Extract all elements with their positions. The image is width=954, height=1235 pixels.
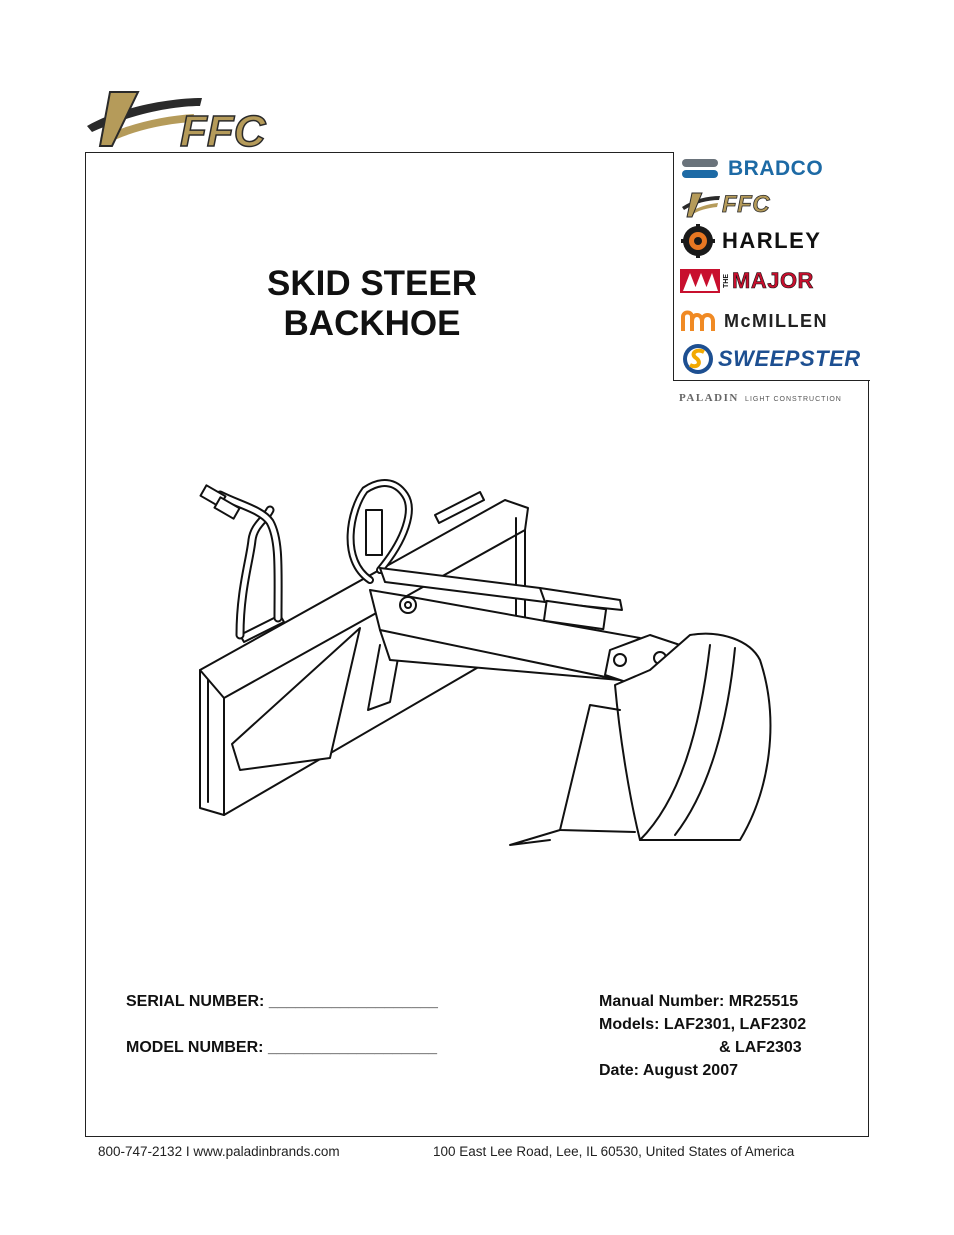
sweepster-logo-icon: [680, 342, 716, 376]
model-number-label: MODEL NUMBER:: [126, 1039, 264, 1056]
footer-address: 100 East Lee Road, Lee, IL 60530, United States of America: [433, 1144, 795, 1159]
footer-contact: 800-747-2132 I www.paladinbrands.com: [98, 1144, 340, 1159]
brand-harley-name: HARLEY: [722, 228, 822, 253]
brand-bradco: [680, 152, 868, 186]
ffc-swoosh-small-icon: [680, 191, 722, 219]
brand-sweepster-name: SWEEPSTER: [718, 346, 861, 371]
brand-bradco-name: BRADCO: [728, 157, 824, 180]
models-line-continued: & LAF2303: [719, 1039, 802, 1056]
mcmillen-logo-icon: [680, 307, 718, 335]
manual-date: Date: August 2007: [599, 1062, 738, 1079]
bradco-logo-icon: [680, 156, 722, 182]
ffc-logo: [82, 86, 287, 152]
ffc-swoosh-logo-icon: [82, 86, 287, 152]
paladin-tagline: LIGHT CONSTRUCTION: [745, 396, 842, 403]
ffc-logo-text: FFC: [180, 107, 266, 152]
page-title: [190, 264, 554, 344]
brand-sweepster: [680, 342, 868, 376]
brand-mcmillen-name: McMILLEN: [724, 310, 828, 331]
brand-major: [680, 264, 868, 298]
brand-harley: [680, 224, 868, 258]
serial-number-line: [126, 990, 438, 1013]
serial-number-blank[interactable]: ___________________: [268, 993, 438, 1010]
model-number-blank[interactable]: ___________________: [267, 1039, 438, 1056]
brand-major-name: MAJOR: [732, 268, 814, 293]
title-line-2: BACKHOE: [283, 304, 461, 343]
serial-number-label: SERIAL NUMBER:: [126, 993, 265, 1010]
paladin-logo: [679, 392, 842, 404]
brand-mcmillen: [680, 304, 868, 338]
backhoe-drawing: [180, 470, 780, 860]
brand-panel: [673, 152, 870, 381]
paladin-name: PALADIN: [679, 392, 739, 404]
title-line-1: SKID STEER: [266, 264, 478, 303]
brand-ffc-name: FFC: [722, 191, 771, 218]
manual-number: Manual Number: MR25515: [599, 993, 799, 1010]
models-line: Models: LAF2301, LAF2302: [599, 1016, 807, 1033]
brand-major-prefix: THE: [723, 274, 730, 288]
model-number-line: [126, 1036, 437, 1059]
harley-gear-logo-icon: [680, 224, 716, 258]
major-logo-icon: [680, 267, 720, 295]
brand-ffc: [680, 188, 868, 222]
